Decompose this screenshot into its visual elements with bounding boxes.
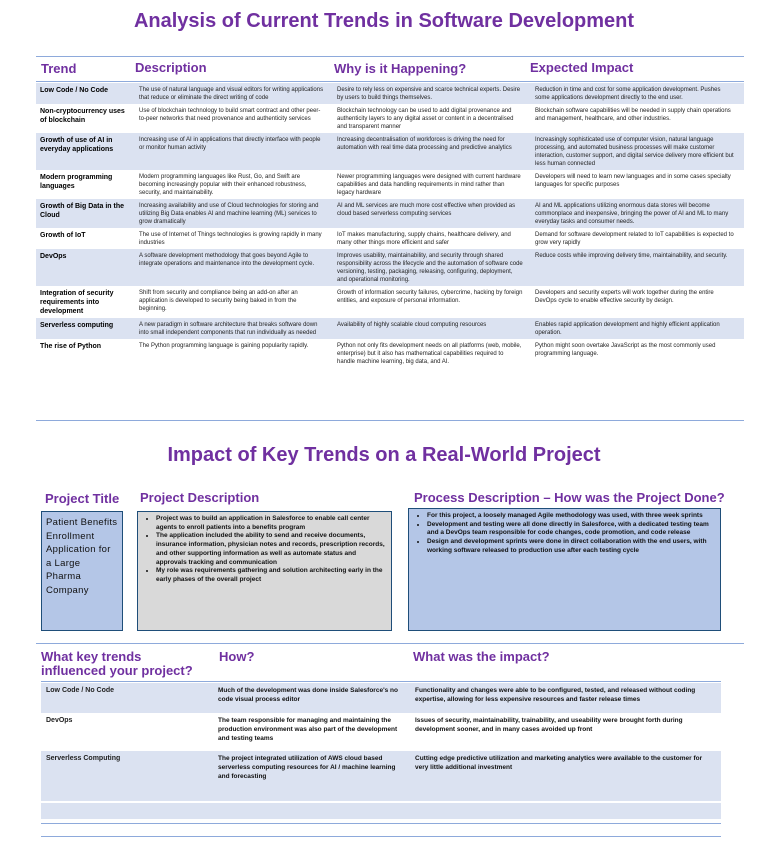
trend-row (36, 133, 744, 170)
trend-row (36, 249, 744, 286)
influence-how: The team responsible for managing and maintaining the production environment was also part of the development and testing teams (218, 717, 398, 742)
trend-impact: Demand for software development related to IoT capabilities is expected to grow very rapidly (535, 232, 734, 246)
influence-separator-rule (41, 823, 721, 824)
trend-name: DevOps (40, 253, 67, 260)
trend-impact: Enables rapid application development and highly efficient application operation. (535, 322, 720, 336)
project-description-bullet: • My role was requirements gathering and solution architecting early in the early phases of the overall project (156, 567, 387, 584)
influence-header-impact: What was the impact? (413, 649, 550, 664)
trend-why: Python not only fits development needs on all platforms (web, mobile, enterprise) but it also has mathematical capabilities required to handle machine learning, big data, and AI. (337, 343, 522, 365)
trend-impact: Reduction in time and cost for some application development. Pushes some applications development directly to the end user. (535, 87, 721, 101)
header-rule-bottom (36, 81, 744, 82)
trend-description: The use of natural language and visual editors for writing applications that reduce or eliminate the direct writing of code (139, 87, 324, 101)
project-description-box (137, 511, 392, 631)
trend-impact: Python might soon overtake JavaScript as the most commonly used programming language. (535, 343, 716, 357)
empty-row (41, 803, 721, 819)
influence-row (41, 751, 721, 801)
section-title-impact: Impact of Key Trends on a Real-World Project (167, 444, 601, 466)
trend-name: Integration of security requirements into development (40, 290, 114, 315)
trend-description: Increasing use of AI in applications that directly interface with people or monitor human activity (139, 137, 321, 151)
header-rule-top (36, 56, 744, 57)
trend-description: Increasing availability and use of Cloud technologies for storing and utilizing Big Data enables AI and machine learning (ML) services to grow dramatically (139, 203, 319, 225)
col-header-trend: Trend (41, 61, 77, 76)
trend-row (36, 318, 744, 339)
trend-name: The rise of Python (40, 343, 102, 350)
trend-why: Blockchain technology can be used to add digital provenance and authenticity layers to any digital asset or content in a decentralised and transparent manner (337, 108, 514, 130)
influence-rule-bottom (41, 681, 721, 682)
trend-why: IoT makes manufacturing, supply chains, healthcare delivery, and many other things more efficient and safer (337, 232, 511, 246)
trend-name: Modern programming languages (40, 174, 113, 190)
trend-impact: Increasingly sophisticated use of computer vision, natural language processing, and automated business processes will make customer interaction, customer support, and digital service delivery more efficient but less human connected (535, 137, 734, 167)
trend-why: Increasing decentralisation of workforces is driving the need for automation with real time data processing and predictive analytics (337, 137, 512, 151)
trend-impact: Developers and security experts will work together during the entire DevOps cycle to enable effective security by design. (535, 290, 714, 304)
col-header-expected-impact: Expected Impact (530, 60, 634, 75)
trend-name: Serverless computing (40, 322, 114, 329)
trend-row (36, 286, 744, 318)
influence-row (41, 683, 721, 713)
col-header-why: Why is it Happening? (334, 61, 467, 76)
trend-description: Modern programming languages like Rust, Go, and Swift are becoming increasingly popular with their enhanced robustness, security, and maintainability. (139, 174, 307, 196)
process-description-box (408, 508, 721, 631)
trend-row (36, 83, 744, 104)
project-description-list (142, 515, 387, 585)
trend-name: Growth of IoT (40, 232, 86, 239)
trend-name: Non-cryptocurrency uses of blockchain (40, 108, 125, 124)
trend-impact: Reduce costs while improving delivery time, maintainability, and security. (535, 253, 728, 259)
influence-how: Much of the development was done inside Salesforce's no code visual process editor (218, 687, 398, 703)
trend-row (36, 170, 744, 199)
process-description-bullet: • Development and testing were all done directly in Salesforce, with a dedicated testing team and a DevOps team responsible for code changes, code promotion, and code release (427, 521, 716, 538)
project-description-bullet: • The application included the ability to send and receive documents, insurance information, physician notes and records, prescription records, and other supporting information as well as automate status and approvals tracking and communication (156, 532, 387, 567)
process-description-list (413, 512, 716, 556)
trend-row (36, 228, 744, 249)
project-title-box: Patient Benefits Enrollment Application for a Large Pharma Company (41, 511, 123, 631)
trend-description: A new paradigm in software architecture that breaks software down into small independent components that run individually as needed (139, 322, 318, 336)
trend-name: Low Code / No Code (40, 87, 109, 94)
process-description-heading: Process Description – How was the Project Done? (414, 490, 725, 505)
trend-description: Shift from security and compliance being an add-on after an application is developed to security being baked in from the beginning. (139, 290, 298, 312)
trend-why: Improves usability, maintainability, and security through shared responsibility across the lifecycle and the automation of software code versioning, testing, packaging, releasing, configuring, deployment, and operational monitoring. (337, 253, 523, 283)
influence-row (41, 713, 721, 751)
process-description-bullet: • For this project, a loosely managed Agile methodology was used, with three week sprints (427, 512, 716, 521)
trend-name: Growth of use of AI in everyday applications (40, 137, 114, 153)
influence-how: The project integrated utilization of AWS cloud based serverless computing resources for AI / machine learning and forecasting (218, 755, 396, 780)
trend-row (36, 339, 744, 368)
trend-description: The use of Internet of Things technologies is growing rapidly in many industries (139, 232, 322, 246)
trend-description: Use of blockchain technology to build smart contract and other peer-to-peer networks that need provenance and authenticity services (139, 108, 321, 122)
project-description-heading: Project Description (140, 490, 260, 505)
influence-rule-top (36, 643, 744, 644)
influence-table-bottom-rule (41, 836, 721, 837)
trend-why: Availability of highly scalable cloud computing resources (337, 322, 487, 328)
trend-why: Desire to rely less on expensive and scarce technical experts. Desire by users to build things themselves. (337, 87, 521, 101)
trend-impact: Developers will need to learn new languages and in some cases specialty languages for specific purposes (535, 174, 731, 188)
influence-trend: Serverless Computing (46, 755, 121, 762)
influence-header-how: How? (219, 649, 255, 664)
trend-description: The Python programming language is gaining popularity rapidly. (139, 343, 309, 349)
trend-why: Newer programming languages were designed with current hardware capabilities and data handling requirements in mind rather than legacy hardware (337, 174, 521, 196)
influence-trend: Low Code / No Code (46, 687, 115, 694)
trend-row (36, 104, 744, 133)
influence-impact: Issues of security, maintainability, trainability, and useability were brought forth during development sooner, and in many cases avoided up front (415, 717, 683, 733)
influence-impact: Functionality and changes were able to be configured, tested, and released without coding expertise, allowing for less expensive resources and faster release times (415, 687, 696, 703)
trends-table (36, 83, 744, 368)
trend-row (36, 199, 744, 228)
project-description-bullet: • Project was to build an application in Salesforce to enable call center agents to enroll patients into a benefits program (156, 515, 387, 532)
project-title-heading: Project Title (45, 491, 120, 506)
influence-impact: Cutting edge predictive utilization and marketing analytics were available to the customer for very little additional investment (415, 755, 703, 771)
trend-why: Growth of information security failures, cybercrime, hacking by foreign entities, and exposure of personal information. (337, 290, 523, 304)
influence-table (41, 683, 721, 801)
page-title: Analysis of Current Trends in Software Development (133, 10, 635, 32)
trend-description: A software development methodology that goes beyond Agile to integrate operations and maintenance into the development cycle. (139, 253, 315, 267)
trend-impact: Blockchain software capabilities will be needed in supply chain operations and management, healthcare, and other industries. (535, 108, 731, 122)
trends-table-bottom-rule (36, 420, 744, 421)
col-header-description: Description (135, 60, 207, 75)
trend-why: AI and ML services are much more cost effective when provided as cloud based serverless computing services (337, 203, 516, 217)
influence-trend: DevOps (46, 717, 73, 724)
trend-impact: AI and ML applications utilizing enormous data stores will become commonplace and inexpensive, bringing the power of AI and ML to many everyday tasks and consumer needs. (535, 203, 729, 225)
influence-header-trends: What key trends influenced your project? (41, 649, 193, 678)
trend-name: Growth of Big Data in the Cloud (40, 203, 124, 219)
process-description-bullet: • Design and development sprints were done in direct collaboration with the end users, with working software released to production use after each testing cycle (427, 538, 716, 555)
